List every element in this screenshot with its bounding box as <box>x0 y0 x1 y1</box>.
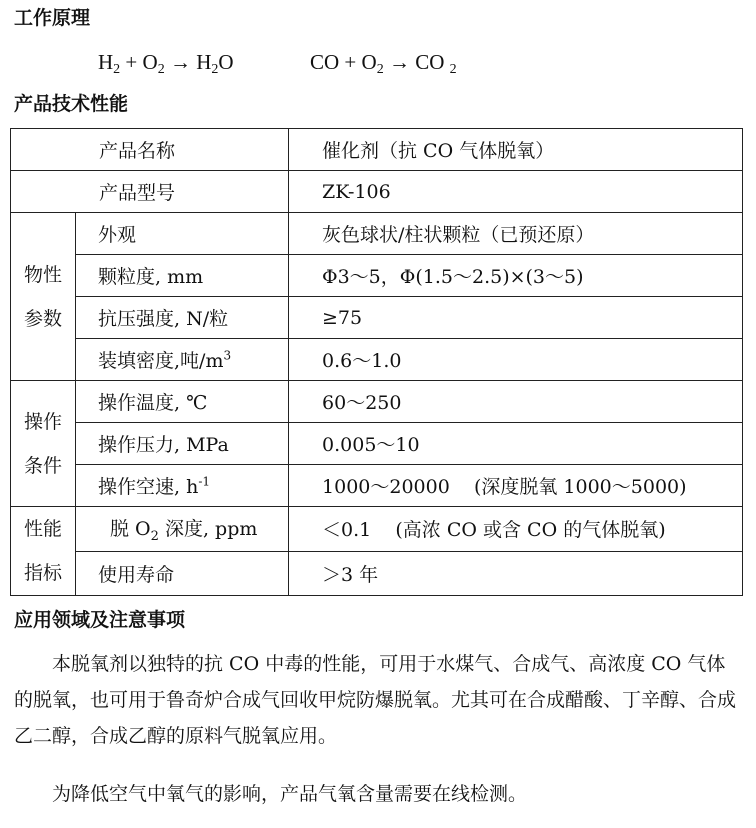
deoxygenation-depth-label-post: 深度, ppm <box>158 517 258 540</box>
table-row <box>11 381 743 423</box>
bulk-density-label-main: 装填密度,吨/m <box>98 350 224 372</box>
table-row <box>11 171 743 213</box>
table-row <box>11 255 743 297</box>
bulk-density-label <box>76 339 289 381</box>
note-paragraph: 为降低空气中氧气的影响，产品气氧含量需要在线检测。 <box>52 783 528 805</box>
appearance-value: 灰色球状/柱状颗粒（已预还原） <box>289 213 743 255</box>
group-label-line: 物性 <box>23 263 62 286</box>
section-heading-application: 应用领域及注意事项 <box>14 609 186 631</box>
product-name-value: 催化剂（抗 CO 气体脱氧） <box>289 129 743 171</box>
space-velocity-label <box>76 465 289 507</box>
table-row <box>11 465 743 507</box>
deoxygenation-depth-label-sub: 2 <box>150 528 159 544</box>
table-row <box>11 129 743 171</box>
table-row <box>11 297 743 339</box>
deoxygenation-depth-value: ＜0.1 (高浓 CO 或含 CO 的气体脱氧) <box>289 507 743 552</box>
eq1-sub-a: 2 <box>113 62 121 77</box>
group-performance-indicators <box>11 507 76 596</box>
particle-size-label: 颗粒度, mm <box>76 255 289 297</box>
section-heading-principle: 工作原理 <box>14 7 91 29</box>
group-label-line: 参数 <box>23 307 62 330</box>
product-model-label: 产品型号 <box>11 171 289 213</box>
bulk-density-value: 0.6～1.0 <box>289 339 743 381</box>
group-label-line: 条件 <box>23 454 62 477</box>
application-paragraph: 本脱氧剂以独特的抗 CO 中毒的性能，可用于水煤气、合成气、高浓度 CO 气体的脱氧，也可用于鲁奇炉合成气回收甲烷防爆脱氧。尤其可在合成醋酸、丁辛醇、合成乙二醇，合成乙醇的原料气脱氧应用。 <box>14 653 737 747</box>
group-operating-conditions <box>11 381 76 507</box>
space-velocity-label-sup: -1 <box>198 474 211 489</box>
eq1-plus: + O <box>120 50 158 74</box>
equation-hydrogen <box>98 48 234 84</box>
group-label-line: 性能 <box>23 518 62 540</box>
crush-strength-value: ≥75 <box>289 297 743 339</box>
table-row <box>11 507 743 552</box>
eq2-arrow: → CO <box>383 50 450 74</box>
service-life-label: 使用寿命 <box>76 551 289 596</box>
spec-table <box>10 128 743 596</box>
eq2-co: CO + O <box>310 50 377 74</box>
deoxygenation-depth-label-pre: 脱 O <box>110 517 151 540</box>
eq1-sub-b: 2 <box>157 62 165 77</box>
deoxygenation-depth-label <box>76 507 289 552</box>
section-heading-performance: 产品技术性能 <box>14 93 129 115</box>
eq1-arrow: → H <box>164 50 212 74</box>
space-velocity-label-main: 操作空速, h <box>98 476 199 498</box>
product-name-label: 产品名称 <box>11 129 289 171</box>
group-label-line: 操作 <box>23 410 62 433</box>
particle-size-value: Φ3～5，Φ(1.5～2.5)×(3～5) <box>289 255 743 297</box>
operating-pressure-label: 操作压力, MPa <box>76 423 289 465</box>
equation-carbon-monoxide <box>310 48 457 84</box>
space-velocity-value: 1000～20000 (深度脱氧 1000～5000) <box>289 465 743 507</box>
operating-temperature-label: 操作温度, ℃ <box>76 381 289 423</box>
bulk-density-label-sup: 3 <box>223 348 232 363</box>
eq1-o: O <box>218 50 234 74</box>
operating-temperature-value: 60～250 <box>289 381 743 423</box>
table-row <box>11 213 743 255</box>
eq1-sub-c: 2 <box>211 62 219 77</box>
eq2-sub-a: 2 <box>376 62 384 77</box>
group-physical-properties <box>11 213 76 381</box>
operating-pressure-value: 0.005～10 <box>289 423 743 465</box>
product-model-value: ZK-106 <box>289 171 743 213</box>
eq1-h: H <box>98 50 114 74</box>
table-row <box>11 339 743 381</box>
group-label-line: 指标 <box>23 562 62 584</box>
service-life-value: ＞3 年 <box>289 551 743 596</box>
eq2-sub-b: 2 <box>449 62 457 77</box>
crush-strength-label: 抗压强度, N/粒 <box>76 297 289 339</box>
table-row <box>11 423 743 465</box>
appearance-label: 外观 <box>76 213 289 255</box>
table-row <box>11 551 743 596</box>
